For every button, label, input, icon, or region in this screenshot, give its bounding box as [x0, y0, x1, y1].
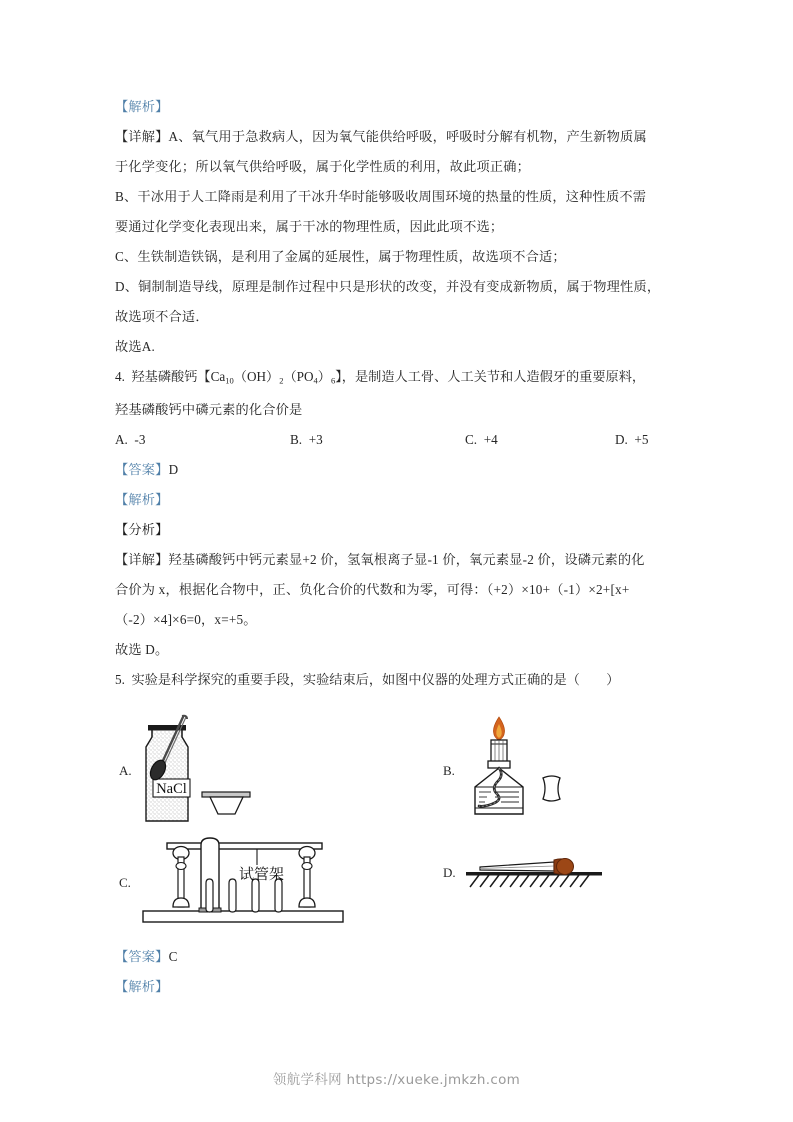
question-5-number: 5.: [115, 672, 125, 688]
site-watermark: 领航学科网 https://xueke.jmkzh.com: [272, 1072, 521, 1088]
question-4-answer-tag: 【答案】: [115, 462, 169, 478]
formula-po: （PO: [283, 369, 314, 384]
option-a-value: -3: [134, 432, 146, 448]
question-5-stem-text: 实验是科学探究的重要手段，实验结束后，如图中仪器的处理方式正确的是（ ）: [131, 672, 620, 688]
q3-xiangjie-line-2: 于化学变化；所以氧气供给呼吸，属于化学性质的利用，故此项正确；: [115, 159, 531, 174]
figure-d-label: D.: [443, 865, 456, 881]
question-5-answer-tag: 【答案】: [115, 949, 169, 965]
figure-c-label: C.: [119, 874, 131, 890]
question-5-figure-c[interactable]: [119, 835, 357, 930]
question-4-stem-pre: 羟基磷酸钙【Ca: [131, 369, 226, 384]
option-b-value: +3: [308, 432, 323, 448]
alcohol-lamp-diagram: [461, 713, 611, 828]
option-d-value: +5: [634, 432, 649, 448]
figure-a-nacl-text: NaCl: [155, 781, 187, 798]
question-5-figure-grid: [115, 707, 685, 942]
dropper-on-bench-diagram: [462, 843, 622, 903]
figure-c-caption: 试管架: [238, 865, 284, 884]
formula-sub-o: 4: [313, 375, 318, 386]
question-5-answer-row: [115, 942, 685, 972]
q3-option-b-line-2: 要通过化学变化表现出来，属于干冰的物理性质，因此此项不选；: [115, 219, 504, 234]
question-4-xiangjie-line-1: 【详解】羟基磷酸钙中钙元素显+2 价，氢氧根离子显-1 价，氧元素显-2 价，设磷元素的化: [115, 552, 645, 568]
question-4-fenxi-tag: 【分析】: [115, 522, 169, 538]
question-5-answer-value: C: [168, 949, 178, 965]
question-4-options: [115, 425, 685, 455]
question-4-conclusion: 故选 D。: [115, 642, 169, 658]
formula-close-paren: ）: [317, 369, 331, 384]
question-4-stem-line-2: 羟基磷酸钙中磷元素的化合价是: [115, 402, 303, 418]
option-a-label: A.: [115, 432, 128, 448]
formula-sub-oh: 2: [279, 375, 284, 386]
question-4-answer-value: D: [168, 462, 179, 478]
question-5-jiexi-tag: 【解析】: [115, 979, 169, 995]
question-4-stem-post: 】，是制造人工骨、人工关节和人造假牙的重要原料，: [335, 369, 646, 384]
question-5-figure-b[interactable]: [443, 713, 611, 828]
q3-jiexi-tag: 【解析】: [115, 99, 169, 114]
question-4-number: 4.: [115, 369, 125, 384]
document-content: [115, 92, 685, 1002]
option-c-label: C.: [465, 432, 478, 448]
question-4-option-b[interactable]: [290, 425, 465, 455]
formula-sub-ca: 10: [225, 375, 234, 386]
question-4-option-a[interactable]: [115, 425, 290, 455]
question-4-xiangjie-line-3: （-2）×4]×6=0，x=+5。: [115, 612, 257, 628]
question-5-figure-d[interactable]: [443, 843, 622, 903]
formula-oh: （OH）: [233, 369, 280, 384]
q3-option-c-line: C、生铁制造铁锅，是利用了金属的延展性，属于物理性质，故选项不合适；: [115, 249, 566, 264]
figure-b-label: B.: [443, 762, 455, 778]
question-4-xiangjie-line-2: 合价为 x，根据化合物中，正、负化合价的代数和为零，可得：（+2）×10+（-1）×2+[x+: [115, 582, 630, 598]
option-c-value: +4: [483, 432, 498, 448]
question-5-figure-a[interactable]: [119, 713, 288, 828]
question-4-answer-row: [115, 455, 685, 485]
test-tube-rack-diagram: [137, 835, 357, 930]
lamp-cap-icon: [543, 776, 560, 801]
question-4-stem-line-1: [115, 362, 685, 395]
q3-conclusion: 故选A.: [115, 339, 155, 354]
option-d-label: D.: [615, 432, 628, 448]
q3-xiangjie-line-1: 【详解】A、氧气用于急救病人，因为氧气能供给呼吸，呼吸时分解有机物，产生新物质属: [115, 129, 647, 144]
figure-a-label: A.: [119, 762, 132, 778]
question-4-option-c[interactable]: [465, 425, 615, 455]
formula-sub-po4: 6: [330, 375, 336, 386]
question-4-option-d[interactable]: [615, 425, 685, 455]
q3-option-d-line-2: 故选项不合适．: [115, 309, 209, 324]
option-b-label: B.: [290, 432, 303, 448]
question-5-stem: [115, 665, 685, 695]
q3-option-d-line-1: D、铜制制造导线，原理是制作过程中只是形状的改变，并没有变成新物质，属于物理性质，: [115, 279, 661, 294]
question-4-jiexi-tag: 【解析】: [115, 492, 169, 508]
q3-option-b-line-1: B、干冰用于人工降雨是利用了干冰升华时能够吸收周围环境的热量的性质，这种性质不需: [115, 189, 647, 204]
nacl-bottle-diagram: [138, 713, 288, 828]
